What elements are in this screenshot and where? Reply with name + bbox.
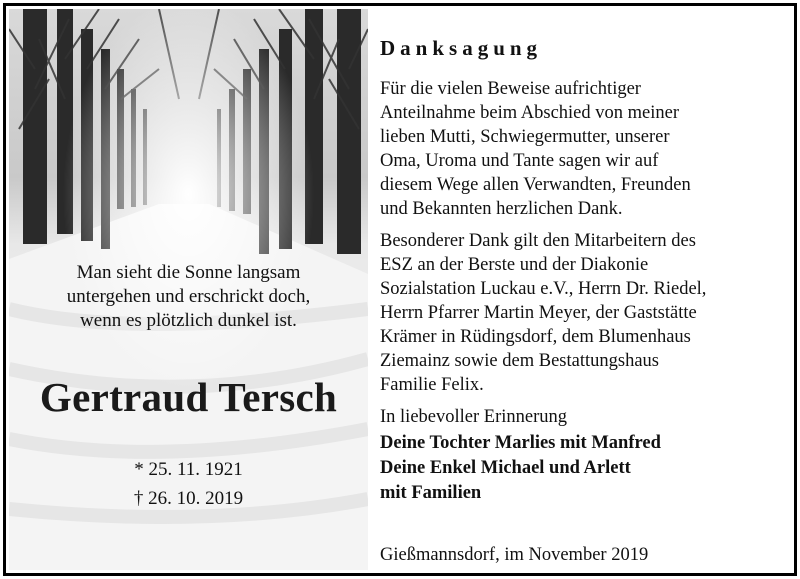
place-date-line: Gießmannsdorf, im November 2019 (380, 545, 649, 565)
obituary-notice (3, 3, 797, 576)
family-line: mit Familien (380, 483, 482, 503)
family-line: Deine Tochter Marlies mit Manfred (380, 433, 661, 453)
family-line: Deine Enkel Michael und Arlett (380, 458, 631, 478)
page-title: Danksagung (380, 36, 543, 60)
tree-avenue-photo (9, 9, 368, 570)
death-date: † 26. 10. 2019 (133, 488, 244, 509)
thanks-text (380, 36, 790, 506)
thanks-paragraph-1: Für die vielen Beweise aufrichtiger Anteilnahme beim Abschied von meiner lieben Mutti, Schwiegermutter, unserer Oma, Uroma und Tante sagen wir auf diesem Wege allen Verwandten, Freunden und Bekannten herzlichen Dank. (380, 79, 691, 219)
poem-verse: Man sieht die Sonne langsam untergehen und erschrickt doch, wenn es plötzlich dunkel ist. (66, 262, 311, 331)
birth-date: * 25. 11. 1921 (134, 459, 243, 480)
memory-line: In liebevoller Erinnerung (380, 407, 567, 427)
thanks-paragraph-2: Besonderer Dank gilt den Mitarbeitern des ESZ an der Berste und der Diakonie Sozialstation Luckau e.V., Herrn Dr. Riedel, Herrn Pfarrer Martin Meyer, der Gaststätte Krämer in Rüdingsdorf, dem Blumenhaus Ziemainz sowie dem Bestattungshaus Familie Felix. (380, 231, 707, 395)
life-dates (9, 455, 368, 513)
deceased-name: Gertraud Tersch (39, 374, 338, 420)
